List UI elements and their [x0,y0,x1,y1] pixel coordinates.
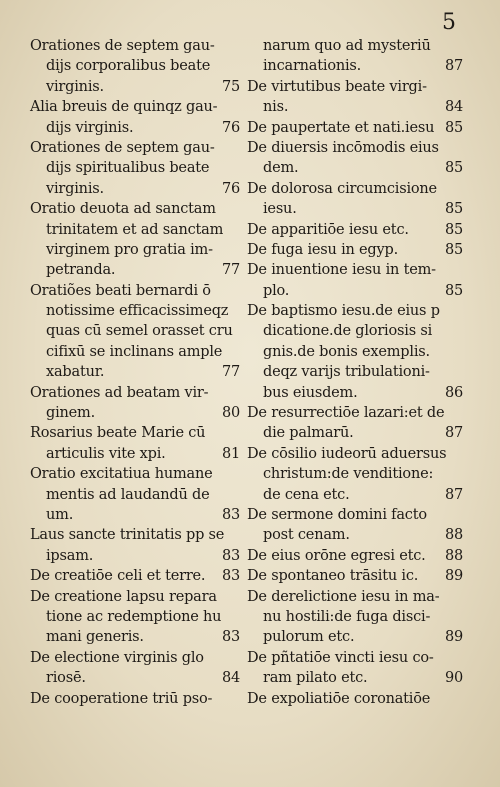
index-entry-text: riosē. [46,670,86,687]
index-entry-text: De virtutibus beate virgi- [247,78,427,95]
index-line [30,566,240,586]
index-entry-text: De paupertate et nati.iesu [247,119,435,136]
index-line [30,158,240,178]
index-line [30,118,240,138]
index-entry-text: mani generis. [46,629,144,646]
index-line [247,627,463,647]
page-reference: 89 [444,568,463,585]
page-reference: 84 [444,99,463,116]
index-line [247,566,463,586]
index-line [247,342,463,362]
index-line [247,56,463,76]
page-reference: 83 [221,568,240,585]
index-line [30,648,240,668]
index-line [30,505,240,525]
index-entry-text: mentis ad laudandū de [46,486,210,503]
page-reference: 86 [444,384,463,401]
index-entry-text: christum:de venditione: [263,466,434,483]
page-reference: 77 [221,262,240,279]
page-reference: 75 [221,78,240,95]
index-entry-text: De baptismo iesu.de eius p [247,303,440,320]
index-entry-text: De apparitiōe iesu etc. [247,221,409,238]
index-entry-text: dicatione.de gloriosis si [263,323,433,340]
page-reference: 85 [444,282,463,299]
index-entry-text: ipsam. [46,547,94,564]
index-entry-text: virginis. [46,180,104,197]
index-entry-text: xabatur. [46,364,105,381]
index-entry-text: plo. [263,282,290,299]
index-entry-text: notissime efficacissimeqz [46,303,229,320]
index-line [30,668,240,688]
index-entry-text: Oratio excitatiua humane [30,466,213,483]
index-entry-text: dijs spiritualibus beate [46,160,210,177]
index-entry-text: De cooperatione triū pso- [30,690,213,707]
index-line [30,587,240,607]
index-line [247,77,463,97]
index-line [30,138,240,158]
index-entry-text: De resurrectiōe lazari:et de [247,405,445,422]
index-line [247,607,463,627]
index-line [30,179,240,199]
index-line [30,260,240,280]
index-entry-text: de cena etc. [263,486,350,503]
index-line [30,97,240,117]
index-entry-text: virginem pro gratia im- [46,241,213,258]
index-line [247,36,463,56]
right-column [247,36,463,709]
index-entry-text: dijs virginis. [46,119,134,136]
index-entry-text: tione ac redemptione hu [46,608,222,625]
index-line [247,301,463,321]
index-entry-text: Laus sancte trinitatis pp se [30,527,225,544]
index-line [247,668,463,688]
index-line [30,36,240,56]
index-entry-text: quas cū semel orasset cru [46,323,233,340]
index-entry-text: ram pilato etc. [263,670,368,687]
index-entry-text: De creatione lapsu repara [30,588,217,605]
index-line [30,301,240,321]
index-entry-text: cifixū se inclinans ample [46,343,223,360]
index-line [30,362,240,382]
index-line [247,240,463,260]
index-entry-text: articulis vite xpi. [46,445,166,462]
index-line [247,444,463,464]
index-line [30,423,240,443]
index-line [30,240,240,260]
index-entry-text: De derelictione iesu in ma- [247,588,440,605]
page-reference: 81 [221,445,240,462]
index-entry-text: De sermone domini facto [247,506,427,523]
index-entry-text: De spontaneo trāsitu ic. [247,568,419,585]
page-reference: 85 [444,221,463,238]
index-line [30,444,240,464]
index-line [247,525,463,545]
index-entry-text: pulorum etc. [263,629,355,646]
page-reference: 83 [221,629,240,646]
index-entry-text: Orationes de septem gau- [30,38,215,54]
index-entry-text: post cenam. [263,527,350,544]
index-line [247,689,463,709]
index-entry-text: De fuga iesu in egyp. [247,241,398,258]
index-line [247,199,463,219]
index-line [247,281,463,301]
index-entry-text: De cōsilio iudeorū aduersus [247,445,447,462]
index-line [247,464,463,484]
index-entry-text: virginis. [46,78,104,95]
index-entry-text: die palmarū. [263,425,354,442]
index-entry-text: nu hostili:de fuga disci- [263,608,431,625]
index-line [30,689,240,709]
page-reference: 76 [221,180,240,197]
page-reference: 87 [444,486,463,503]
page-reference: 80 [221,405,240,422]
index-line [247,648,463,668]
index-line [247,158,463,178]
index-line [247,505,463,525]
page-reference: 87 [444,425,463,442]
index-line [247,179,463,199]
index-line [247,138,463,158]
index-line [30,342,240,362]
index-line [30,546,240,566]
index-entry-text: De electione virginis glo [30,649,204,666]
index-entry-text: deqz varijs tribulationi- [263,364,430,381]
index-line [30,403,240,423]
index-line [30,220,240,240]
index-entry-text: narum quo ad mysteriū [263,38,431,54]
index-line [247,403,463,423]
index-entry-text: Orationes ad beatam vir- [30,384,209,401]
left-column [30,36,240,709]
index-entry-text: um. [46,506,74,523]
index-entry-text: Oratio deuota ad sanctam [30,201,216,218]
index-entry-text: bus eiusdem. [263,384,358,401]
page-reference: 77 [221,364,240,381]
index-line [30,321,240,341]
index-line [247,321,463,341]
index-entry-text: petranda. [46,262,116,279]
index-entry-text: De expoliatiōe coronatiōe [247,690,431,707]
page-reference: 88 [444,527,463,544]
index-entry-text: iesu. [263,201,297,218]
page-reference: 76 [221,119,240,136]
index-entry-text: incarnationis. [263,58,362,75]
index-entry-text: dijs corporalibus beate [46,58,211,75]
index-entry-text: nis. [263,99,289,116]
index-line [247,362,463,382]
index-entry-text: Rosarius beate Marie cū [30,425,206,442]
page-reference: 85 [444,160,463,177]
index-line [30,281,240,301]
index-line [30,464,240,484]
index-line [30,77,240,97]
page-reference: 89 [444,629,463,646]
index-line [30,607,240,627]
page-reference: 85 [444,201,463,218]
page-reference: 87 [444,58,463,75]
index-line [30,56,240,76]
index-line [247,587,463,607]
index-line [247,260,463,280]
page-number: 5 [442,10,456,35]
page-reference: 88 [444,547,463,564]
index-entry-text: Oratiões beati bernardi ō [30,282,211,299]
index-entry-text: De inuentione iesu in tem- [247,262,436,279]
page-reference: 84 [221,670,240,687]
index-line [247,97,463,117]
index-entry-text: De eius orōne egresi etc. [247,547,426,564]
index-entry-text: trinitatem et ad sanctam [46,221,224,238]
index-line [247,118,463,138]
index-line [30,627,240,647]
index-line [30,199,240,219]
index-entry-text: De dolorosa circumcisione [247,180,437,197]
page-reference: 85 [444,241,463,258]
index-line [247,423,463,443]
index-entry-text: De creatiōe celi et terre. [30,568,206,585]
page-reference: 90 [444,670,463,687]
index-entry-text: ginem. [46,405,95,422]
index-line [30,383,240,403]
index-line [30,485,240,505]
index-line [247,485,463,505]
index-line [30,525,240,545]
index-line [247,546,463,566]
index-line [247,220,463,240]
page-reference: 83 [221,506,240,523]
index-entry-text: De diuersis incōmodis eius [247,139,439,156]
index-entry-text: Alia breuis de quinqz gau- [30,99,218,116]
index-entry-text: Orationes de septem gau- [30,139,215,156]
index-entry-text: De pñtatiōe vincti iesu co- [247,649,434,666]
index-line [247,383,463,403]
page-reference: 83 [221,547,240,564]
index-entry-text: dem. [263,160,299,177]
index-entry-text: gnis.de bonis exemplis. [263,343,430,360]
page-reference: 85 [444,119,463,136]
